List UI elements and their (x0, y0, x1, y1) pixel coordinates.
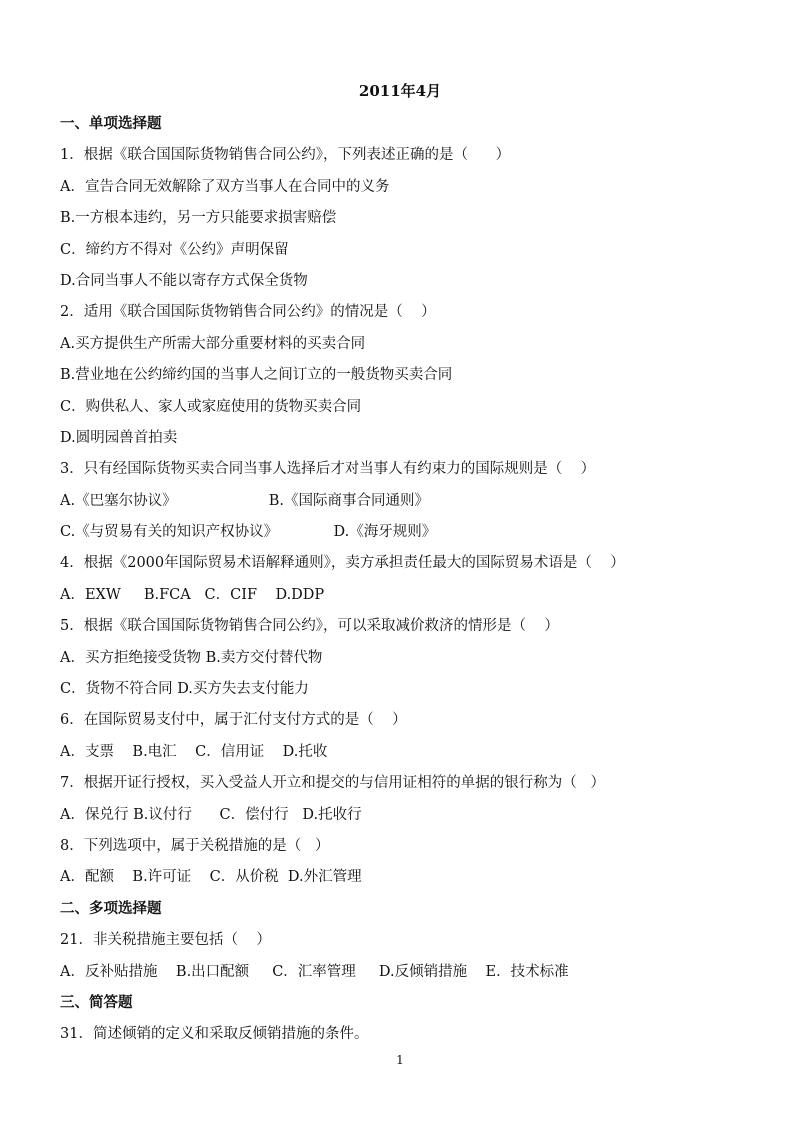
text-line: C．购供私人、家人或家庭使用的货物买卖合同 (60, 398, 362, 415)
text-line: D.圆明园兽首拍卖 (60, 429, 178, 446)
text-line: 7．根据开证行授权，买入受益人开立和提交的与信用证相符的单据的银行称为（ ） (60, 775, 606, 792)
text-line: A．EXW B.FCA C．CIF D.DDP (60, 586, 325, 603)
text-line: C.《与贸易有关的知识产权协议》 D.《海牙规则》 (60, 524, 437, 541)
text-line: 6．在国际贸易支付中，属于汇付支付方式的是（ ） (60, 712, 407, 729)
section-heading: 一、单项选择题 (60, 116, 162, 132)
text-line: 2．适用《联合国国际货物销售合同公约》的情况是（ ） (60, 304, 436, 321)
text-line: 4．根据《2000年国际贸易术语解释通则》，卖方承担责任最大的国际贸易术语是（ ） (60, 555, 625, 572)
page-number: 1 (396, 1053, 404, 1067)
text-line: A．宣告合同无效解除了双方当事人在合同中的义务 (60, 178, 390, 195)
text-line: D.合同当事人不能以寄存方式保全货物 (60, 272, 308, 289)
text-line: 21．非关税措施主要包括（ ） (60, 932, 271, 949)
text-line: B.营业地在公约缔约国的当事人之间订立的一般货物买卖合同 (60, 367, 453, 384)
text-line: 3．只有经国际货物买卖合同当事人选择后才对当事人有约束力的国际规则是（ ） (60, 461, 596, 478)
page-title: 2011年4月 (358, 82, 442, 100)
text-line: B.一方根本违约，另一方只能要求损害赔偿 (60, 210, 337, 227)
text-line: A．买方拒绝接受货物 B.卖方交付替代物 (60, 649, 323, 666)
text-line: A．反补贴措施 B.出口配额 C．汇率管理 D.反倾销措施 E．技术标准 (60, 963, 569, 980)
section-heading: 三、简答题 (60, 994, 133, 1011)
text-line: A．配额 B.许可证 C．从价税 D.外汇管理 (60, 869, 362, 886)
text-line: A．保兑行 B.议付行 C．偿付行 D.托收行 (60, 806, 362, 823)
text-line: C．货物不符合同 D.买方失去支付能力 (60, 681, 309, 698)
text-line: A．支票 B.电汇 C．信用证 D.托收 (60, 743, 328, 760)
text-line: 31．简述倾销的定义和采取反倾销措施的条件。 (60, 1026, 369, 1043)
text-line: 1．根据《联合国国际货物销售合同公约》，下列表述正确的是（ ） (60, 147, 511, 164)
text-line: A.买方提供生产所需大部分重要材料的买卖合同 (60, 335, 366, 352)
text-line: 8．下列选项中，属于关税措施的是（ ） (60, 837, 330, 854)
text-line: 5．根据《联合国国际货物销售合同公约》，可以采取减价救济的情形是（ ） (60, 618, 559, 635)
text-line: A.《巴塞尔协议》 B.《国际商事合同通则》 (60, 492, 430, 509)
document-body (60, 109, 760, 1051)
section-heading: 二、多项选择题 (60, 900, 162, 917)
text-line: C．缔约方不得对《公约》声明保留 (60, 241, 289, 258)
